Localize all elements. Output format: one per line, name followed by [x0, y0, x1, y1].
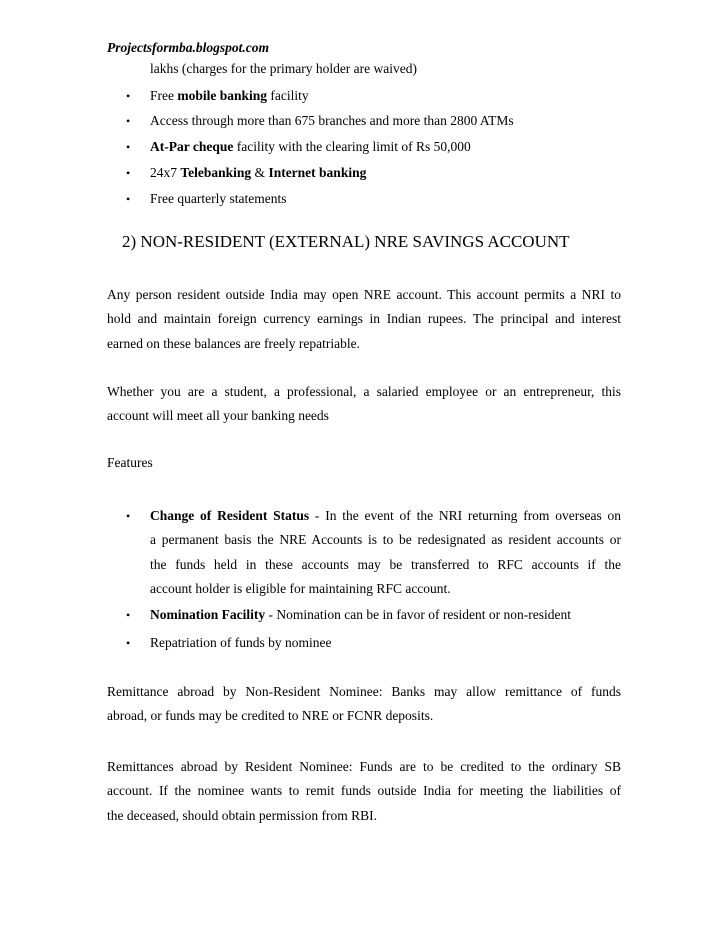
- list-item: • Free mobile banking facility: [0, 86, 728, 106]
- feature-repatriation: Repatriation of funds by nominee: [150, 635, 332, 650]
- feature-change-of-resident-status: Change of Resident Status - In the event of the NRI returning from overseas on a permanent basis the NRE Accounts is to be redesignated as resident accounts or the funds held in these accounts may be transferred to RFC accounts if the account holder is eligible for maintaining RFC account.: [150, 508, 621, 596]
- list-item: • 24x7 Telebanking & Internet banking: [0, 163, 728, 183]
- bullet-icon: •: [126, 192, 131, 206]
- bullet-icon: •: [126, 608, 131, 622]
- features-label: Features: [107, 455, 153, 470]
- paragraph-non-resident-nominee: Remittance abroad by Non-Resident Nominee: Banks may allow remittance of funds abroad, or funds may be credited to NRE or FCNR deposits.: [107, 684, 621, 724]
- feature-nomination-facility: Nomination Facility - Nomination can be in favor of resident or non-resident: [150, 607, 572, 622]
- bullet-icon: •: [126, 166, 131, 180]
- continuation-line: lakhs (charges for the primary holder are waived): [150, 61, 418, 76]
- bullet-icon: •: [126, 140, 131, 154]
- bullet-icon: •: [126, 114, 131, 128]
- bullet-icon: •: [126, 636, 131, 650]
- list-item: • Free quarterly statements: [0, 189, 728, 209]
- section-title: 2) NON-RESIDENT (EXTERNAL) NRE SAVINGS ACCOUNT: [122, 232, 570, 251]
- bullet-icon: •: [126, 509, 131, 523]
- paragraph-banking-needs: Whether you are a student, a professional, a salaried employee or an entrepreneur, this account will meet all your banking needs: [107, 384, 621, 424]
- paragraph-nre-intro: Any person resident outside India may open NRE account. This account permits a NRI to hold and maintain foreign currency earnings in Indian rupees. The principal and interest earned on these balances are freely repatriable.: [107, 287, 621, 351]
- paragraph-resident-nominee: Remittances abroad by Resident Nominee: Funds are to be credited to the ordinary SB account. If the nominee wants to remit funds outside India for meeting the liabilities of the deceased, should obtain permission from RBI.: [107, 759, 621, 823]
- site-header: Projectsformba.blogspot.com: [107, 40, 269, 55]
- list-item: • At-Par cheque facility with the clearing limit of Rs 50,000: [0, 137, 728, 157]
- bullet-icon: •: [126, 89, 131, 103]
- list-item: • Access through more than 675 branches and more than 2800 ATMs: [0, 111, 728, 131]
